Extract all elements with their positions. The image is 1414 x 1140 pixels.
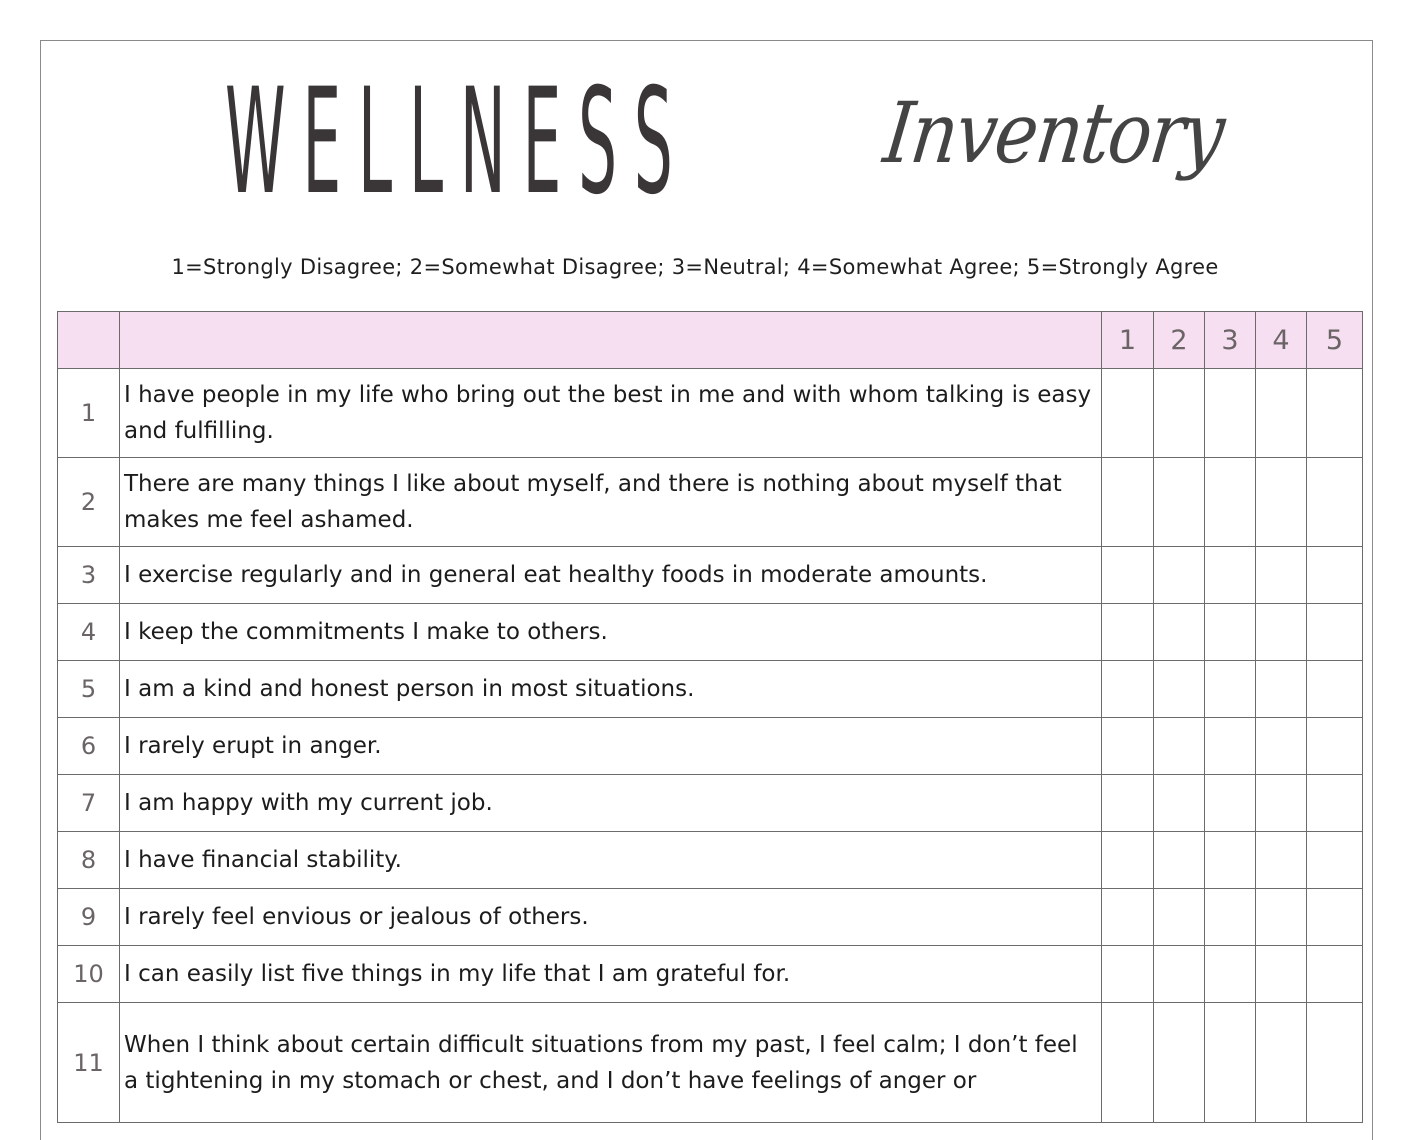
- rating-box-4[interactable]: [1256, 889, 1307, 946]
- row-statement: When I think about certain difficult situations from my past, I feel calm; I don’t feel a tightening in my stomach or chest, and I don’t have feelings of anger or: [120, 1003, 1102, 1123]
- rating-box-2[interactable]: [1154, 946, 1205, 1003]
- row-statement: I can easily list five things in my life that I am grateful for.: [120, 946, 1102, 1003]
- row-number: 1: [58, 369, 120, 458]
- header-rating-1: 1: [1102, 312, 1154, 369]
- row-number: 8: [58, 832, 120, 889]
- rating-box-2[interactable]: [1154, 604, 1205, 661]
- rating-box-2[interactable]: [1154, 369, 1205, 458]
- rating-box-4[interactable]: [1256, 458, 1307, 547]
- rating-box-4[interactable]: [1256, 604, 1307, 661]
- rating-box-5[interactable]: [1307, 718, 1363, 775]
- rating-box-4[interactable]: [1256, 661, 1307, 718]
- header-statement-cell: [120, 312, 1102, 369]
- inventory-table: [57, 311, 1363, 1123]
- table-header-row: [58, 312, 1363, 369]
- rating-box-3[interactable]: [1205, 547, 1256, 604]
- row-statement: I exercise regularly and in general eat healthy foods in moderate amounts.: [120, 547, 1102, 604]
- rating-box-4[interactable]: [1256, 547, 1307, 604]
- row-number: 11: [58, 1003, 120, 1123]
- table-row: [58, 718, 1363, 775]
- table-row: [58, 832, 1363, 889]
- row-statement: There are many things I like about myself, and there is nothing about myself that makes me feel ashamed.: [120, 458, 1102, 547]
- row-statement: I am happy with my current job.: [120, 775, 1102, 832]
- rating-box-3[interactable]: [1205, 775, 1256, 832]
- rating-box-4[interactable]: [1256, 946, 1307, 1003]
- row-statement: I rarely erupt in anger.: [120, 718, 1102, 775]
- rating-box-4[interactable]: [1256, 775, 1307, 832]
- rating-box-5[interactable]: [1307, 604, 1363, 661]
- table-row: [58, 458, 1363, 547]
- rating-box-1[interactable]: [1102, 832, 1154, 889]
- row-statement: I keep the commitments I make to others.: [120, 604, 1102, 661]
- rating-box-2[interactable]: [1154, 718, 1205, 775]
- rating-box-3[interactable]: [1205, 604, 1256, 661]
- rating-box-2[interactable]: [1154, 661, 1205, 718]
- rating-box-1[interactable]: [1102, 604, 1154, 661]
- rating-box-4[interactable]: [1256, 718, 1307, 775]
- row-number: 9: [58, 889, 120, 946]
- rating-box-3[interactable]: [1205, 458, 1256, 547]
- rating-box-1[interactable]: [1102, 889, 1154, 946]
- rating-box-5[interactable]: [1307, 775, 1363, 832]
- rating-box-5[interactable]: [1307, 946, 1363, 1003]
- header-rating-5: 5: [1307, 312, 1363, 369]
- row-number: 5: [58, 661, 120, 718]
- rating-box-5[interactable]: [1307, 369, 1363, 458]
- rating-box-1[interactable]: [1102, 775, 1154, 832]
- rating-box-4[interactable]: [1256, 832, 1307, 889]
- rating-box-2[interactable]: [1154, 547, 1205, 604]
- rating-box-5[interactable]: [1307, 889, 1363, 946]
- rating-box-2[interactable]: [1154, 889, 1205, 946]
- row-statement: I am a kind and honest person in most situations.: [120, 661, 1102, 718]
- rating-box-5[interactable]: [1307, 458, 1363, 547]
- table-row: [58, 775, 1363, 832]
- rating-box-1[interactable]: [1102, 718, 1154, 775]
- row-number: 6: [58, 718, 120, 775]
- rating-box-5[interactable]: [1307, 832, 1363, 889]
- rating-box-1[interactable]: [1102, 547, 1154, 604]
- header-number-cell: [58, 312, 120, 369]
- rating-box-5[interactable]: [1307, 547, 1363, 604]
- rating-box-3[interactable]: [1205, 832, 1256, 889]
- rating-box-3[interactable]: [1205, 946, 1256, 1003]
- table-row: [58, 661, 1363, 718]
- row-statement: I have people in my life who bring out the best in me and with whom talking is easy and fulfilling.: [120, 369, 1102, 458]
- row-statement: I rarely feel envious or jealous of others.: [120, 889, 1102, 946]
- table-row: [58, 889, 1363, 946]
- table-row: [58, 369, 1363, 458]
- rating-box-2[interactable]: [1154, 775, 1205, 832]
- header-rating-3: 3: [1205, 312, 1256, 369]
- rating-box-3[interactable]: [1205, 718, 1256, 775]
- rating-box-2[interactable]: [1154, 458, 1205, 547]
- row-number: 4: [58, 604, 120, 661]
- rating-box-1[interactable]: [1102, 946, 1154, 1003]
- rating-box-3[interactable]: [1205, 369, 1256, 458]
- row-statement: I have financial stability.: [120, 832, 1102, 889]
- rating-box-1[interactable]: [1102, 661, 1154, 718]
- row-number: 10: [58, 946, 120, 1003]
- table-row: [58, 604, 1363, 661]
- rating-scale-legend: 1=Strongly Disagree; 2=Somewhat Disagree; 3=Neutral; 4=Somewhat Agree; 5=Strongly Agree: [171, 255, 1219, 279]
- rating-box-2[interactable]: [1154, 832, 1205, 889]
- rating-box-1[interactable]: [1102, 369, 1154, 458]
- worksheet-page: [40, 40, 1373, 1140]
- row-number: 2: [58, 458, 120, 547]
- row-number: 7: [58, 775, 120, 832]
- header-rating-4: 4: [1256, 312, 1307, 369]
- row-number: 3: [58, 547, 120, 604]
- table-row: [58, 946, 1363, 1003]
- rating-box-5[interactable]: [1307, 661, 1363, 718]
- header-rating-2: 2: [1154, 312, 1205, 369]
- title-wellness: WELLNESS: [225, 57, 690, 227]
- rating-box-3[interactable]: [1205, 661, 1256, 718]
- title-inventory-script: Inventory: [879, 84, 1229, 182]
- rating-box-4[interactable]: [1256, 369, 1307, 458]
- rating-box-1[interactable]: [1102, 458, 1154, 547]
- rating-box-3[interactable]: [1205, 889, 1256, 946]
- table-row: [58, 547, 1363, 604]
